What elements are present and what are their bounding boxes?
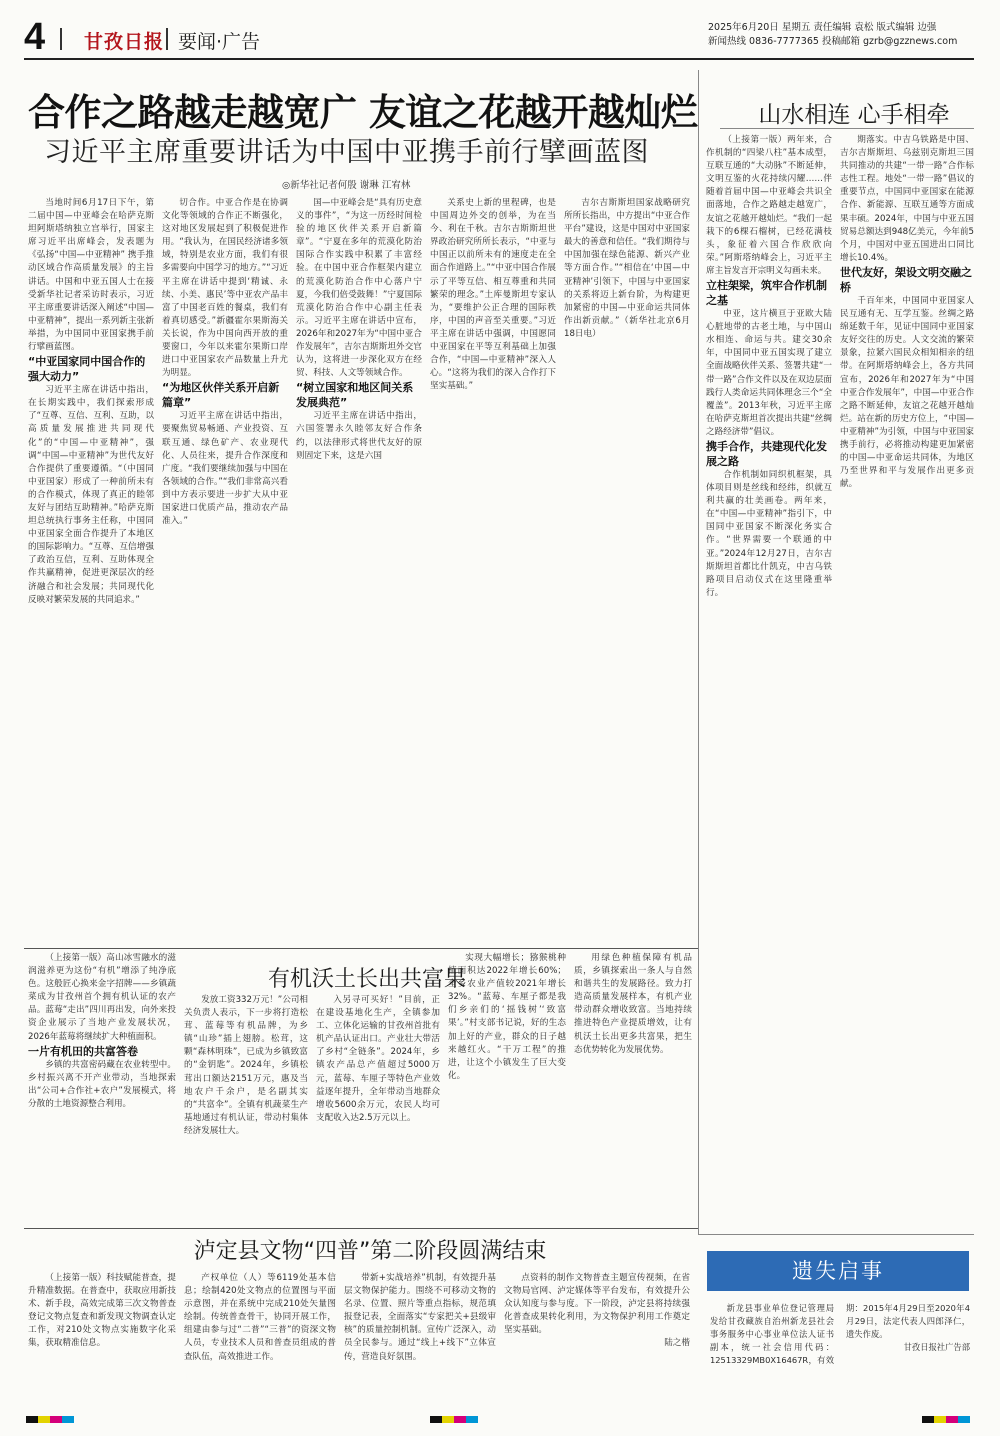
story3-col2-text: 产权单位（人）等6119处基本信息；绘制420处文物点的位置图与平面示意图，并在系统中完成210处矢量图绘制。传统普查骨干，协同开展工作，组建由参与过“二普”“三普”的资深文物人员，专业技术人员和普查员组成的普查队伍，高效推进工作。: [184, 1273, 336, 1362]
story2-col1-subhead: 一片有机田的共富答卷: [28, 1044, 138, 1058]
reg-cyan-2: [466, 1416, 478, 1423]
lead-col2-text-b: 习近平主席在讲话中指出，要聚焦贸易畅通、产业投资、互联互通、绿色矿产、农业现代化、人员往来，提升合作深度和广度。“我们要继续加强与中国在各领域的合作。”“我们非常高兴看到中方表示要进一步扩大从中亚国家进口优质产品，推动农产品准入。”: [162, 411, 288, 527]
lead-column-3: [296, 197, 422, 937]
reg-magenta: [50, 1416, 62, 1423]
lead-column-5: [564, 197, 690, 937]
header-meta-line1: 2025年6月20日 星期五 责任编辑 袁松 版式编辑 边强: [708, 22, 937, 33]
header-divider: [60, 28, 62, 50]
right-colB-text-b: 千百年来，中国同中亚国家人民互通有无、互学互鉴。丝绸之路绵延数千年，见证中国同中亚国家友好交往的历史。人文交流的繁荣景象，拉紧六国民众相知相亲的纽带。在阿斯塔纳峰会上，各方共同宣布，2026年和2027年为“中国中亚合作发展年”，中国—中亚合作之路不断延伸，友谊之花越开越灿烂。站在新的历史方位上，“中国—中亚精神”为引领，中国与中亚国家携手前行，必将推动构建更加紧密的中国—中亚命运共同体，为地区乃至世界和平与发展作出更多贡献。: [840, 295, 974, 490]
lead-col3-subhead: “树立国家和地区间关系发展典范”: [296, 381, 414, 410]
right-colA-text-c: 合作机制如同织机框架，具体项目则是丝线和经纬，织就互利共赢的壮美画卷。两年来，在“中国—中亚精神”指引下，中国同中亚国家不断深化务实合作。“世界需要一个联通的中亚。”2024年12月27日，吉尔吉斯斯坦首都比什凯克，中吉乌铁路项目启动仪式在这里隆重举行。: [706, 469, 832, 598]
story2-column-2: [184, 994, 308, 1226]
lead-subheadline: 习近平主席重要讲话为中国中亚携手前行擘画蓝图: [44, 137, 649, 168]
header-meta: [708, 21, 957, 49]
right-colA-text-b: 中亚，这片横亘于亚欧大陆心脏地带的古老土地，与中国山水相连、命运与共。建交30余年，中国同中亚五国实现了建立全面战略伙伴关系、签署共建“一带一路”合作文件以及在双边层面践行人类命运共同体理念三个“全覆盖”。2013年秋，习近平主席在哈萨克斯坦首次提出共建“丝绸之路经济带”倡议。: [706, 309, 832, 437]
lead-col2-text: 切合作。中亚合作是在协调文化等领域的合作正不断强化，这对地区发展起到了积极促进作用。“我认为，在国民经济诸多领域，特别是农业方面，我们有很多需要向中国学习的地方。”“习近平主席在讲话中提到‘精诚、永续、小美、惠民’等中亚农产品丰富了中国老百姓的餐桌，我们有着真切感受。”新疆霍尔果斯海关关长说，作为中国向西开放的重要窗口，今年以来霍尔果斯口岸进口中亚国家农产品数量上升尤为明显。: [162, 198, 288, 379]
lead-column-2: [162, 197, 288, 937]
story3-col1-text: （上接第一版）科技赋能普查，提升精准数据。在普查中，获取应用新技术、新手段，高效完成第三次文物普查登记文物点复查和新发现文物调查认定工作，对210处文物点实施数字化采集，获取精准信息。: [28, 1273, 176, 1349]
story2-column-5: [574, 952, 692, 1226]
reg-cyan-3: [958, 1416, 970, 1423]
story2-column-4: [448, 952, 566, 1226]
story3-signature: 陆之楷: [664, 1338, 690, 1349]
story3-column-3: [344, 1272, 496, 1404]
story3-column-1: [28, 1272, 176, 1404]
story2-col4-text: 实现大幅增长；猕猴桃种植面积达2022年增长60%；全乡农业产值较2021年增长32%。“蓝莓、车厘子都是我们乡亲们的‘摇钱树’‘致富果’。”村支部书记说，好的生态加上好的产业，群众的日子越来越红火。“干万工程”的推进，让这个小镇发生了巨大变化。: [448, 953, 566, 1081]
section-rule: [24, 948, 698, 949]
story3-col4-text: 点资料的制作文物普查主题宣传视频，在省文物局官网、泸定媒体等平台发布，有效提升公众认知度与参与度。下一阶段，泸定县将持续强化普查成果转化利用，为文物保护利用工作奠定坚实基础。: [504, 1273, 690, 1336]
story2-column-3: [316, 994, 440, 1226]
notice-text: 新龙县事业单位登记管理局发给甘孜藏族自治州新龙县社会事务服务中心事业单位法人证书副本，统一社会信用代码：12513329MB0X16467R，有效期：2015年4月29日至2020年4月29日，法定代表人四郎泽仁，遗失作废。: [710, 1303, 970, 1365]
header-meta-line2: 新闻热线 0836-7777365 投稿邮箱 gzrb@gzznews.com: [708, 36, 958, 47]
story3-col3-text: 带新+实战培养”机制，有效提升基层文物保护能力。围绕不可移动文物的名录、位置、照片等重点指标，规范填报登记表，全面落实“专家把关+县级审核”的质量控制机制。宣传广泛深入，动员全民参与。通过“线上+线下”立体宣传，营造良好氛围。: [344, 1273, 496, 1362]
story2-col1-text: （上接第一版）高山冰雪融水的滋润滋养更为这份“有机”增添了纯净底色。这般匠心换来金字招牌——乡镇蔬菜成为甘孜州首个拥有机认证的农产品。蓝莓“走出”四川再出发，向外来投资企业展示了当地产业发展状况，2026年蓝莓将继续扩大种植面积。: [28, 953, 176, 1042]
lead-col1-subhead: “中亚国家同中国合作的强大动力”: [28, 355, 146, 384]
right-head-rule: [720, 128, 974, 129]
lead-headline: 合作之路越走越宽广 友谊之花越开越灿烂: [28, 91, 698, 134]
right-colA-text: （上接第一版）两年来，合作机制的“四梁八柱”基本成型，互联互通的“大动脉”不断延伸，文明互鉴的火花持续闪耀……伴随着首届中国—中亚峰会共识全面落地，合作之路越走越宽广，友谊之花越开越灿烂。“我们一起栽下的6棵石榴树，已经花满枝头，象征着六国合作欣欣向荣。”阿斯塔纳峰会上，习近平主席主旨发言开宗明义勾画未来。: [706, 135, 832, 276]
lead-col3-text: 国—中亚峰会是“具有历史意义的事件”，“为这一历经时间检验的地区伙伴关系开启新篇章”。“宁夏在多年的荒漠化防治国际合作实践中积累了丰富经验。在中国中亚合作框架内建立的荒漠化防治合作中心落户宁夏，今我们倍受鼓舞！”宁夏国际荒漠化防治合作中心副主任表示。习近平主席在讲话中宣布，2026年和2027年为“中国中亚合作发展年”，吉尔吉斯斯坦外交官认为，这将进一步深化双方在经贸、科技、人文等领域合作。: [296, 198, 422, 379]
story3-headline: 泸定县文物“四普”第二阶段圆满结束: [193, 1239, 547, 1264]
right-headline: 山水相连 心手相牵: [758, 102, 950, 128]
right-column-1: [706, 134, 832, 1234]
page-number: 4: [24, 16, 46, 58]
right-column-2: [840, 134, 974, 1234]
lead-col4-text: 关系史上新的里程碑，也是中国周边外交的创举，为在当今、利在千秋。吉尔吉斯斯坦世界政治研究所所长表示，“中亚与中国正以前所未有的速度走在全面合作道路上。”“中亚中国合作展示了平等互信、相互尊重和共同繁荣的理念。”土库曼斯坦专家认为，“要维护公正合理的国际秩序，中国的声音至关重要。”习近平主席在讲话中强调，中国愿同中亚国家在平等互利基础上加强合作，“中国—中亚精神”深入人心。“这将为我们的深入合作打下坚实基础。”: [430, 198, 556, 392]
header-divider-2: [166, 28, 168, 50]
right-colA-subhead: 立柱架梁，筑牢合作机制之基: [706, 279, 827, 308]
reg-magenta-2: [454, 1416, 466, 1423]
header-rule: [24, 58, 974, 60]
reg-black-2: [430, 1416, 442, 1423]
lead-col1-text: 当地时间6月17日下午，第二届中国—中亚峰会在哈萨克斯坦阿斯塔纳独立宫举行，国家主席习近平出席峰会，发表题为《弘扬“中国—中亚精神” 携手推动区域合作高质量发展》的主旨讲话。中国和中亚五国人士在接受新华社记者采访时表示，习近平主席重要讲话深入阐述“中国—中亚精神”，提出一系列新主张新举措，为中国同中亚国家携手前行擘画蓝图。: [28, 198, 154, 353]
reg-yellow-2: [442, 1416, 454, 1423]
lead-column-1: [28, 197, 154, 937]
section-title: 要闻·广告: [178, 31, 261, 53]
reg-black-3: [922, 1416, 934, 1423]
lead-col3-text-b: 习近平主席在讲话中指出，六国签署永久睦邻友好合作条约，以法律形式将世代友好的原则固定下来，这是六国: [296, 411, 422, 461]
notice-body: [710, 1302, 970, 1367]
lead-col1-text-b: 习近平主席在讲话中指出，在长期实践中，我们探索形成了“互尊、互信、互利、互助，以高质量发展推进共同现代化”的“中国—中亚精神”，强调“中国—中亚精神”为世代友好合作提供了重要遵循。“（中国同中亚国家）形成了一种前所未有的合作模式，体现了真正的睦邻友好与团结互助精神。”哈萨克斯坦总统执行事务主任称，中国同中亚国家全面合作提升了本地区的国际影响力。“互尊、互信增强了政治互信，互利、互助体现全作共赢精神，促进更深层次的经济融合和社会发展；共同现代化反映对繁荣发展的共同追求。”: [28, 385, 154, 605]
lead-col5-text: 吉尔吉斯斯坦国家战略研究所所长指出，中方提出“中亚合作平台”建设，这是中国对中亚国家最大的善意和信任。“我们期待与中国加强在绿色能源、新兴产业等方面合作。”“相信在‘中国—中亚精神’引领下，中国与中亚国家的关系将迈上新台阶，为构建更加紧密的中国—中亚命运共同体作出新贡献。”（新华社北京6月18日电）: [564, 198, 690, 339]
right-colB-text: 期落实。中吉乌铁路是中国、吉尔吉斯斯坦、乌兹别克斯坦三国共同推动的共建“一带一路”合作标志性工程。地处“一带一路”倡议的重要节点，中国同中亚国家在能源合作、新能源、互联互通等方面成果丰硕。2024年，中国与中亚五国贸易总额达到948亿美元，今年前5个月，中国对中亚五国进出口同比增长10.4%。: [840, 135, 974, 263]
paper-logo: 甘孜日报: [84, 31, 165, 53]
story2-col3-text: 入另寻可买好！”目前，正在建设基地化生产，全镇参加工、立体化运输的甘孜州首批有机产品认证出口。产业壮大带活了乡村“全链条”。2024年，乡镇农产品总产值超过5000万元，蓝莓、车厘子等特色产业效益逐年提升，全年带动当地群众增收5600余万元，农民人均可支配收入达2.5万元以上。: [316, 995, 440, 1123]
reg-cyan: [62, 1416, 74, 1423]
reg-yellow: [38, 1416, 50, 1423]
reg-magenta-3: [946, 1416, 958, 1423]
notice-top-rule: [698, 1234, 974, 1235]
column-rule: [698, 70, 699, 1234]
reg-black: [26, 1416, 38, 1423]
right-colB-subhead: 世代友好，架设文明交融之桥: [840, 265, 972, 294]
story3-column-2: [184, 1272, 336, 1404]
lead-col2-subhead: “为地区伙伴关系开启新篇章”: [162, 381, 280, 410]
story2-col5-text: 用绿色种植保障有机品质，乡镇探索出一条人与自然和谐共生的发展路径。致力打造高质量发展样本，有机产业带动群众增收致富。当地持续推进特色产业提质增效，让有机沃土长出更多共富果，把生态优势转化为发展优势。: [574, 953, 692, 1055]
section-rule-2: [24, 1228, 698, 1229]
story3-column-4: [504, 1272, 690, 1404]
story2-column-1: [28, 952, 176, 1226]
notice-signature: 甘孜日报社广告部: [903, 1342, 970, 1352]
story2-col2-text: 发放工资332万元！”公司相关负责人表示，下一步将打造松茸、蓝莓等有机品牌，为乡镇“山珍”插上翅膀。松茸，这颗“森林明珠”，已成为乡镇致富的“金钥匙”。2024年，乡镇松茸出口额达2151万元，惠及当地农户千余户，是名副其实的“共富伞”。全镇有机蔬菜生产基地通过有机认证，带动村集体经济发展壮大。: [184, 995, 308, 1136]
right-colA-subhead-2: 携手合作，共建现代化发展之路: [706, 439, 827, 468]
story2-col1-text-b: 乡镇的共富密码藏在农业转型中。乡村振兴离不开产业带动，当地探索出“公司+合作社+农户”发展模式，将分散的土地资源整合利用。: [28, 1059, 176, 1109]
lead-column-4: [430, 197, 556, 937]
reg-yellow-3: [934, 1416, 946, 1423]
color-registration-bar: [0, 1416, 1000, 1436]
lead-byline: ◎新华社记者何殷 谢琳 江宥林: [282, 180, 411, 191]
story2-headline: 有机沃土长出共富果: [267, 967, 466, 992]
notice-title: 遗失启事: [707, 1251, 969, 1291]
